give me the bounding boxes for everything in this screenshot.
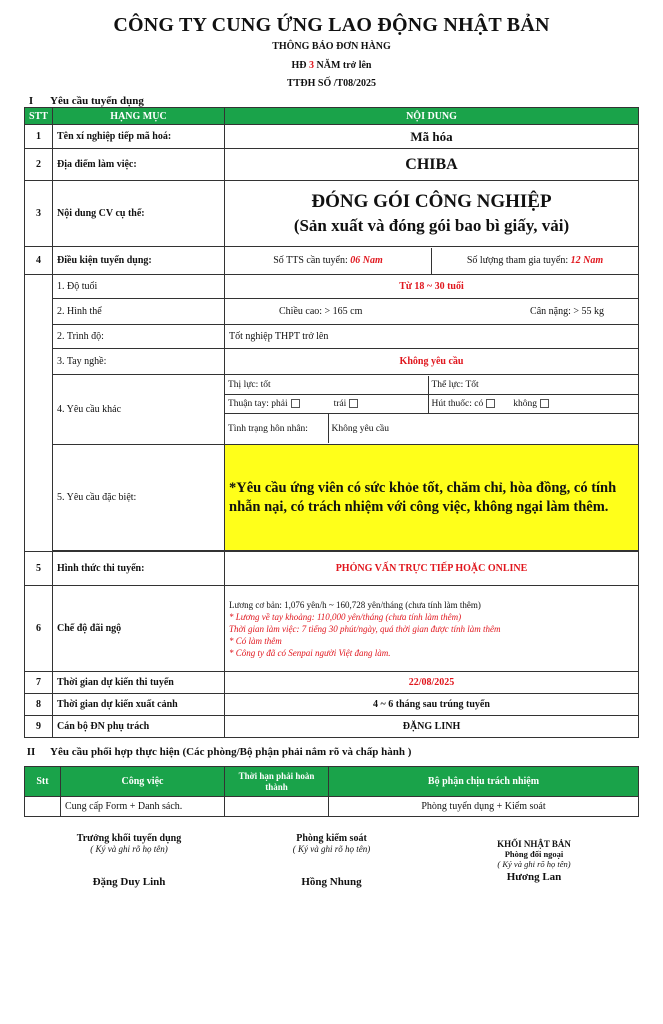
- signature-name: Hồng Nhung: [301, 876, 362, 888]
- benefit-line: * Công ty đã có Senpai người Việt đang làm.: [229, 647, 391, 658]
- row-stt: 5: [25, 552, 53, 586]
- header-job: Công việc: [61, 767, 225, 797]
- row-label: 3. Tay nghề:: [53, 349, 225, 375]
- section-2-text: Yêu cầu phối hợp thực hiện (Các phòng/Bộ phận phải nắm rõ và chấp hành ): [50, 746, 412, 758]
- row-value: Không yêu cầu: [225, 349, 639, 375]
- header-department: Bộ phận chịu trách nhiệm: [329, 767, 639, 797]
- row-stt: 1: [25, 125, 53, 149]
- contract-years: 3: [309, 60, 315, 71]
- job-content-line1: ĐÓNG GÓI CÔNG NGHIỆP: [311, 190, 552, 212]
- signature-note: ( Ký và ghi rõ họ tên): [90, 844, 168, 854]
- benefit-line: Lương cơ bản: 1,076 yên/h ~ 160,728 yên/tháng (chưa tính làm thêm): [229, 599, 481, 610]
- handedness-label: Thuận tay: phải: [228, 398, 288, 409]
- section-1-text: Yêu cầu tuyển dụng: [50, 95, 144, 107]
- row-label: Thời gian dự kiến thi tuyển: [53, 672, 225, 694]
- table-header-row: [25, 108, 639, 125]
- signature-note: ( Ký và ghi rõ họ tên): [497, 859, 571, 869]
- participant-count-label: Số lượng tham gia tuyển:: [466, 254, 571, 266]
- table-row: [25, 299, 639, 325]
- row-label: 2. Trình độ:: [53, 325, 225, 349]
- left-hand-label: trái: [333, 398, 347, 409]
- order-number: TTĐH SỐ /T08/2025: [287, 78, 376, 89]
- company-name: CÔNG TY CUNG ỨNG LAO ĐỘNG NHẬT BẢN: [113, 14, 550, 36]
- special-requirement-highlight: *Yêu cầu ứng viên có sức khỏe tốt, chăm chỉ, hòa đồng, có tính nhẫn nại, có trách nhiệm với công việc, không ngại làm thêm.: [225, 445, 639, 551]
- signature-title: Phòng kiểm soát: [296, 833, 367, 844]
- other-requirements-grid: [225, 376, 638, 444]
- participant-count-value: 12 Nam: [570, 254, 604, 266]
- signature-note: ( Ký và ghi rõ họ tên): [292, 844, 371, 854]
- row-label: 4. Yêu cầu khác: [53, 375, 225, 445]
- marital-value: Không yêu cầu: [328, 413, 638, 443]
- section-1-title: [24, 95, 639, 107]
- row-value: Mã hóa: [225, 125, 639, 149]
- participant-count: [431, 248, 638, 274]
- section-2-title: [24, 746, 639, 758]
- smoking-yes-checkbox: [486, 399, 495, 408]
- trainee-count: [225, 255, 431, 266]
- row-stt: 6: [25, 586, 53, 672]
- row-stt-empty: [25, 797, 61, 817]
- row-job: Cung cấp Form + Danh sách.: [61, 797, 225, 817]
- table-row: [25, 716, 639, 738]
- signature-japan-division: [449, 833, 619, 888]
- smoking-no-checkbox: [540, 399, 549, 408]
- job-content-line2: (Sản xuất và đóng gói bao bì giấy, vải): [293, 215, 570, 235]
- smoking: [428, 394, 638, 413]
- benefits-cell: [225, 586, 639, 672]
- row-label: Chế độ đãi ngộ: [53, 586, 225, 672]
- row-label: 5. Yêu cầu đặc biệt:: [53, 445, 225, 551]
- table-row: [25, 247, 639, 275]
- weight-requirement: Cân nặng: > 55 kg: [530, 306, 604, 317]
- header-stt: Stt: [25, 767, 61, 797]
- row-stt: 2: [25, 149, 53, 181]
- smoking-no-label: không: [513, 398, 537, 409]
- row-label: Thời gian dự kiến xuất cảnh: [53, 694, 225, 716]
- table-row: [25, 445, 639, 551]
- benefit-line: Thời gian làm việc: 7 tiếng 30 phút/ngày, quá thời gian được tính làm thêm: [229, 623, 501, 634]
- table-row: [25, 672, 639, 694]
- height-requirement: Chiều cao: > 165 cm: [279, 306, 363, 317]
- row-department: Phòng tuyển dụng + Kiểm soát: [329, 797, 639, 817]
- row-label: 1. Độ tuổi: [53, 275, 225, 299]
- row-label: Tên xí nghiệp tiếp mã hoá:: [53, 125, 225, 149]
- row-label: Cán bộ ĐN phụ trách: [53, 716, 225, 738]
- table-row: [25, 552, 639, 586]
- table-row: [25, 181, 639, 247]
- table-row: [25, 797, 639, 817]
- row-deadline: [225, 797, 329, 817]
- row-label: 2. Hình thể: [53, 299, 225, 325]
- header-content: NỘI DUNG: [225, 108, 639, 125]
- other-requirements-cell: [225, 375, 639, 445]
- contract-term: [24, 60, 639, 71]
- row-value: 4 ~ 6 tháng sau trúng tuyển: [225, 694, 639, 716]
- left-hand-checkbox: [349, 399, 358, 408]
- row-stt: 7: [25, 672, 53, 694]
- smoking-yes-label: Hút thuốc: có: [431, 398, 484, 409]
- row-value: Từ 18 ~ 30 tuổi: [225, 275, 639, 299]
- signature-control: [247, 833, 417, 888]
- contract-prefix: HĐ: [291, 60, 310, 71]
- row-stt: 4: [25, 247, 53, 275]
- table-row: [25, 349, 639, 375]
- signature-section: [24, 833, 639, 888]
- row-label: Điều kiện tuyển dụng:: [53, 247, 225, 275]
- header-deadline: Thời hạn phải hoàn thành: [225, 767, 329, 797]
- trainee-count-label: Số TTS cần tuyển:: [273, 255, 351, 266]
- job-content-cell: [225, 181, 639, 247]
- recruit-count-cell: [225, 247, 639, 275]
- row-label: Nội dung CV cụ thể:: [53, 181, 225, 247]
- signature-name: Đặng Duy Linh: [92, 876, 166, 888]
- marital-label: Tình trạng hôn nhân:: [225, 413, 328, 443]
- row-stt: 8: [25, 694, 53, 716]
- notice-title: THÔNG BÁO ĐƠN HÀNG: [272, 41, 391, 52]
- row-label: Hình thức thi tuyển:: [53, 552, 225, 586]
- row-value: ĐẶNG LINH: [225, 716, 639, 738]
- trainee-count-value: 06 Nam: [350, 255, 383, 266]
- row-stt: 9: [25, 716, 53, 738]
- eyesight: Thị lực: tốt: [225, 376, 428, 395]
- document-header: [24, 14, 639, 89]
- signature-title: Trưởng khối tuyển dụng: [76, 833, 182, 844]
- benefit-line: * Lương về tay khoảng: 110,000 yên/tháng (chưa tính làm thêm): [229, 611, 462, 622]
- row-value: CHIBA: [225, 149, 639, 181]
- table-row: [25, 586, 639, 672]
- benefit-line: * Có làm thêm: [229, 635, 282, 646]
- signature-title: KHỐI NHẬT BẢN: [497, 839, 571, 849]
- signature-recruitment: [44, 833, 214, 888]
- body-cell: [225, 299, 639, 325]
- section-1-roman: I: [28, 95, 34, 107]
- right-hand-checkbox: [291, 399, 300, 408]
- contract-suffix: NĂM trở lên: [314, 60, 372, 71]
- row-stt: 3: [25, 181, 53, 247]
- handedness: [225, 394, 428, 413]
- table-row: [25, 325, 639, 349]
- row-value: Tốt nghiệp THPT trở lên: [225, 325, 639, 349]
- section-2-roman: II: [26, 746, 36, 758]
- header-item: HẠNG MỤC: [53, 108, 225, 125]
- signature-name: Hương Lan: [506, 871, 562, 883]
- table-row: [25, 694, 639, 716]
- row-value: PHỎNG VẤN TRỰC TIẾP HOẶC ONLINE: [225, 552, 639, 586]
- recruitment-table: [24, 107, 639, 738]
- table-header-row: [25, 767, 639, 797]
- signature-subtitle: Phòng đối ngoại: [504, 849, 564, 859]
- table-row: [25, 149, 639, 181]
- strength: Thể lực: Tốt: [428, 376, 638, 395]
- table-row: [25, 275, 639, 299]
- coordination-table: [24, 766, 639, 817]
- header-stt: STT: [25, 108, 53, 125]
- table-row: [25, 125, 639, 149]
- table-row: [25, 375, 639, 445]
- row-stt-empty: [25, 275, 53, 552]
- row-label: Địa điểm làm việc:: [53, 149, 225, 181]
- row-value: 22/08/2025: [225, 672, 639, 694]
